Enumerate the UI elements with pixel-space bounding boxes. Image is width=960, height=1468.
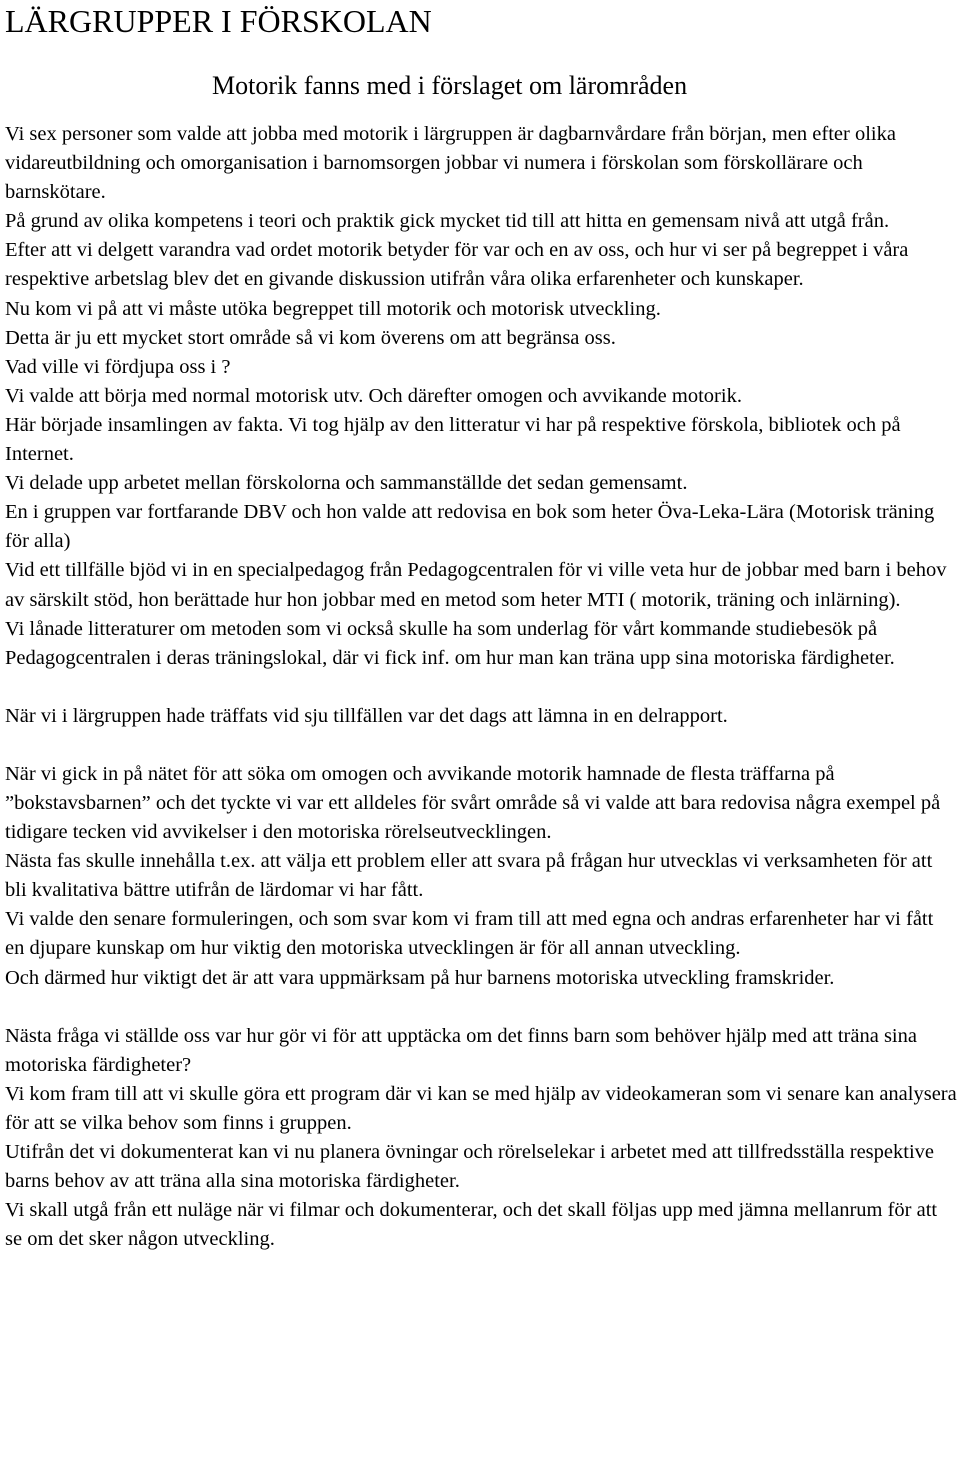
paragraph: Detta är ju ett mycket stort område så vi kom överens om att begränsa oss. <box>5 326 616 349</box>
paragraph: Vi delade upp arbetet mellan förskolorna och sammanställde det sedan gemensamt. <box>5 472 688 495</box>
paragraph-spacer <box>5 731 957 760</box>
document-title: LÄRGRUPPER I FÖRSKOLAN <box>5 3 432 39</box>
paragraph: Vi valde att börja med normal motorisk utv. Och därefter omogen och avvikande motorik. <box>5 384 742 407</box>
paragraph: En i gruppen var fortfarande DBV och hon valde att redovisa en bok som heter Öva-Leka-Lära (Motorisk träning för alla) <box>5 501 935 553</box>
document-subtitle: Motorik fanns med i förslaget om lärområden <box>212 71 688 100</box>
paragraph-spacer <box>5 993 957 1022</box>
paragraph: Vi valde den senare formuleringen, och som svar kom vi fram till att med egna och andras erfarenheter har vi fått en djupare kunskap om hur viktig den motoriska utvecklingen är för all annan utveckling. <box>5 908 934 960</box>
paragraph: Vad ville vi fördjupa oss i ? <box>5 355 231 378</box>
paragraph: Nu kom vi på att vi måste utöka begreppet till motorik och motorisk utveckling. <box>5 297 661 320</box>
paragraph: När vi i lärgruppen hade träffats vid sju tillfällen var det dags att lämna in en delrapport. <box>5 704 728 727</box>
paragraph-spacer <box>5 673 957 702</box>
paragraph: Vid ett tillfälle bjöd vi in en specialpedagog från Pedagogcentralen för vi ville veta hur de jobbar med barn i behov av särskilt stöd, hon berättade hur hon jobbar med en metod som heter MTI ( motorik, träning och inlärning). <box>5 559 947 611</box>
paragraph: När vi gick in på nätet för att söka om omogen och avvikande motorik hamnade de flesta träffarna på ”bokstavsbarnen” och det tyckte vi var ett alldeles för svårt område så vi valde att bara redovisa några exempel på tidigare tecken vid avvikelser i den motoriska rörelseutvecklingen. <box>5 762 941 844</box>
paragraph: Nästa fråga vi ställde oss var hur gör vi för att upptäcka om det finns barn som behöver hjälp med att träna sina motoriska färdigheter? <box>5 1024 917 1076</box>
paragraph: Vi kom fram till att vi skulle göra ett program där vi kan se med hjälp av videokameran som vi senare kan analysera för att se vilka behov som finns i gruppen. <box>5 1082 957 1134</box>
paragraph: Efter att vi delgett varandra vad ordet motorik betyder för var och en av oss, och hur vi ser på begreppet i våra respektive arbetslag blev det en givande diskussion utifrån våra olika erfarenheter och kunskaper. <box>5 239 909 291</box>
paragraph: På grund av olika kompetens i teori och praktik gick mycket tid till att hitta en gemensam nivå att utgå från. <box>5 210 890 233</box>
document-page <box>5 0 957 1254</box>
paragraph: Här började insamlingen av fakta. Vi tog hjälp av den litteratur vi har på respektive förskola, bibliotek och på Internet. <box>5 413 901 466</box>
paragraph: Vi lånade litteraturer om metoden som vi också skulle ha som underlag för vårt kommande studiebesök på Pedagogcentralen i deras träningslokal, där vi fick inf. om hur man kan träna upp sina motoriska färdigheter. <box>5 617 895 669</box>
paragraph: Och därmed hur viktigt det är att vara uppmärksam på hur barnens motoriska utveckling framskrider. <box>5 966 835 989</box>
document-body <box>5 120 957 1254</box>
paragraph: Utifrån det vi dokumenterat kan vi nu planera övningar och rörelselekar i arbetet med att tillfredsställa respektive barns behov av att träna alla sina motoriska färdigheter. <box>5 1141 934 1193</box>
paragraph: Vi skall utgå från ett nuläge när vi filmar och dokumenterar, och det skall följas upp med jämna mellanrum för att se om det sker någon utveckling. <box>5 1199 938 1251</box>
paragraph: Vi sex personer som valde att jobba med motorik i lärgruppen är dagbarnvårdare från början, men efter olika vidareutbildning och omorganisation i barnomsorgen jobbar vi numera i förskolan som förskollärare och barnskötare. <box>5 123 896 204</box>
paragraph: Nästa fas skulle innehålla t.ex. att välja ett problem eller att svara på frågan hur utvecklas vi verksamheten för att bli kvalitativa bättre utifrån de lärdomar vi har fått. <box>5 850 933 902</box>
